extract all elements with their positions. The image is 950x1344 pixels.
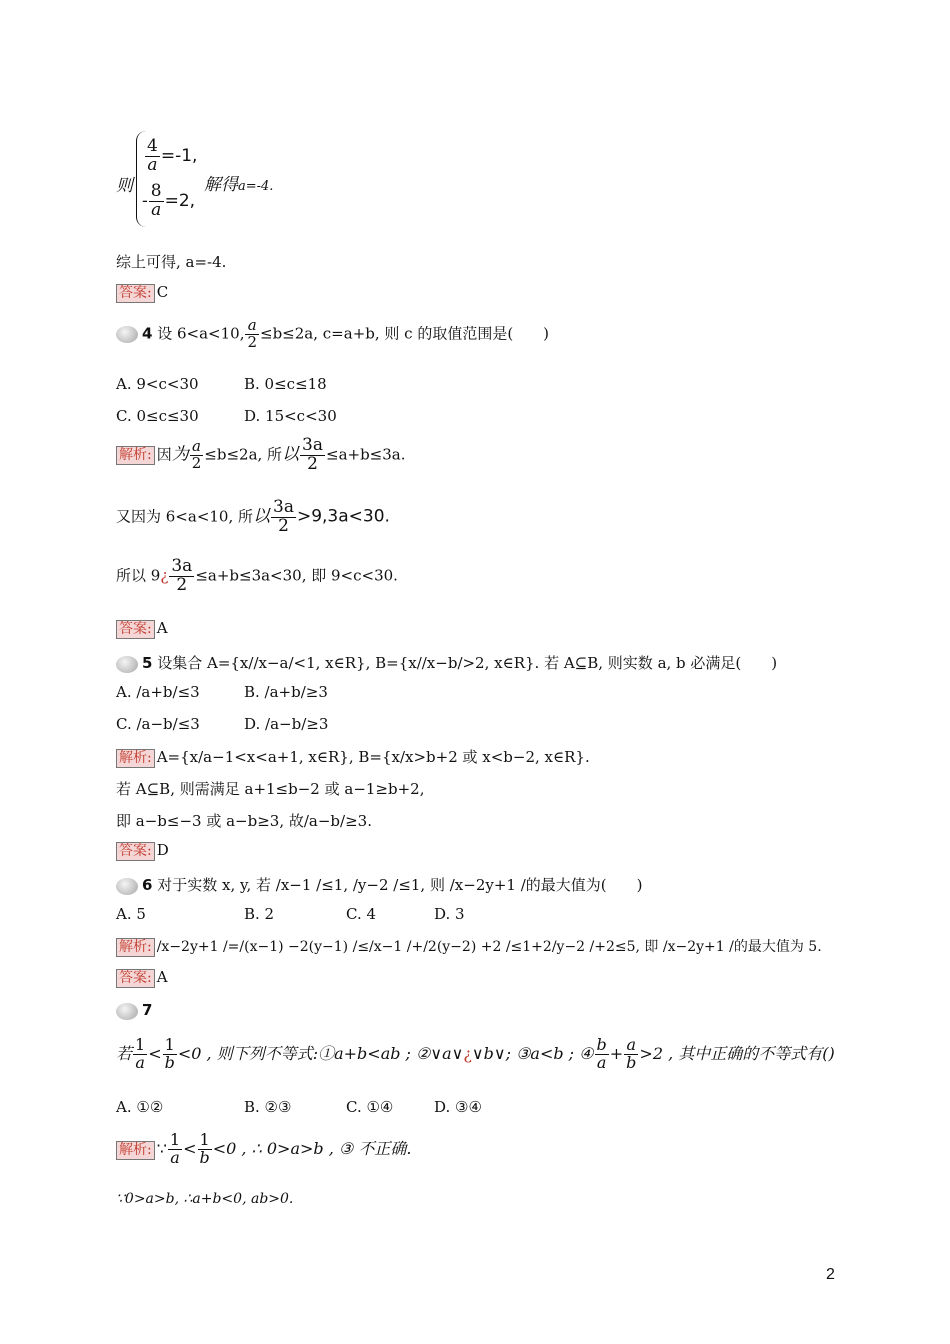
q5-solution-3: 即 a−b≤−3 或 a−b≥3, 故/a−b/≥3.: [116, 812, 372, 830]
question-4-stem: 4 设 6<a<10, $\frac{a}{2}$ ≤b≤2a, c=a+b, 则 c 的取值范围是( ): [116, 318, 549, 351]
answer-line-q6: 答案: A: [116, 968, 168, 988]
question-marker-icon: [116, 878, 138, 895]
q5-option-a: A. /a+b/≤3: [116, 683, 200, 701]
question-7-header: 7: [116, 1001, 152, 1020]
question-marker-icon: [116, 656, 138, 673]
question-marker-icon: [116, 326, 138, 343]
q4-option-b: B. 0≤c≤18: [244, 375, 327, 393]
answer-line-q4: 答案: A: [116, 619, 168, 639]
q7-solution-2: ∵0>a>b, ∴a+b<0, ab>0.: [116, 1191, 294, 1207]
q6-option-c: C. 4: [346, 905, 377, 923]
analysis-tag: 解析:: [116, 446, 155, 465]
question-6-stem: 6 对于实数 x, y, 若 /x−1 /≤1, /y−2 /≤1, 则 /x−2y+1 /的最大值为( ): [116, 874, 642, 895]
q6-option-d: D. 3: [434, 905, 465, 923]
answer-line-q5: 答案: D: [116, 841, 169, 861]
equation-1: $\frac{4}{a}$ =-1,: [147, 136, 198, 175]
q4-solution-1: 解析: 因为 $\frac{a}{2}$ ≤b≤2a, 所以 $\frac{3a}{2}$ ≤a+b≤3a.: [116, 437, 406, 474]
equation-2: - $\frac{8}{a}$ =2,: [142, 181, 196, 220]
q5-option-c: C. /a−b/≤3: [116, 715, 200, 733]
answer-tag: 答案:: [116, 284, 155, 303]
q4-solution-3: 所以 9¿ $\frac{3a}{2}$ ≤a+b≤3a<30, 即 9<c<30.: [116, 556, 398, 595]
q7-option-b: B. ②③: [244, 1098, 292, 1116]
q7-option-a: A. ①②: [116, 1098, 164, 1116]
q6-solution: 解析: /x−2y+1 /=/(x−1) −2(y−1) /≤/x−1 /+/2(y−2) +2 /≤1+2/y−2 /+2≤5, 即 /x−2y+1 /的最大值为 5.: [116, 936, 822, 957]
question-5-stem: 5 设集合 A={x//x−a/<1, x∈R}, B={x//x−b/>2, x∈R}. 若 A⊆B, 则实数 a, b 必满足( ): [116, 652, 777, 673]
q7-option-c: C. ①④: [346, 1098, 394, 1116]
page-number: 2: [826, 1266, 835, 1283]
q4-solution-2: 又因为 6<a<10, 所以 $\frac{3a}{2}$ >9,3a<30.: [116, 497, 390, 536]
q4-option-a: A. 9<c<30: [116, 375, 199, 393]
q5-option-b: B. /a+b/≥3: [244, 683, 328, 701]
question-marker-icon: [116, 1003, 138, 1020]
q5-solution-1: 解析: A={x/a−1<x<a+1, x∈R}, B={x/x>b+2 或 x<b−2, x∈R}.: [116, 746, 590, 768]
solve-text: 解得a=-4.: [204, 175, 274, 195]
q7-solution-1: 解析: ∵ $\frac{1}{a}$ < $\frac{1}{b}$ <0 , ∴ 0>a>b , ③ 不正确.: [116, 1132, 411, 1167]
q6-option-b: B. 2: [244, 905, 275, 923]
question-7-stem: 若 $\frac{1}{a}$ < $\frac{1}{b}$ <0 , 则下列不等式:①a+b<ab ; ②∨a∨¿∨b∨; ③a<b ; ④ $\frac{b}{a}$ + $\frac{a}{b}$ >2 , 其中正确的不等式有(): [116, 1035, 835, 1072]
q5-solution-2: 若 A⊆B, 则需满足 a+1≤b−2 或 a−1≥b+2,: [116, 780, 425, 798]
prefix-text: 则: [116, 176, 133, 196]
q4-option-d: D. 15<c<30: [244, 407, 337, 425]
q6-option-a: A. 5: [116, 905, 146, 923]
q5-option-d: D. /a−b/≥3: [244, 715, 329, 733]
q7-option-d: D. ③④: [434, 1098, 482, 1116]
answer-line-q3: 答案: C: [116, 283, 168, 303]
q4-option-c: C. 0≤c≤30: [116, 407, 199, 425]
conclusion-text: 综上可得, a=-4.: [116, 253, 227, 271]
